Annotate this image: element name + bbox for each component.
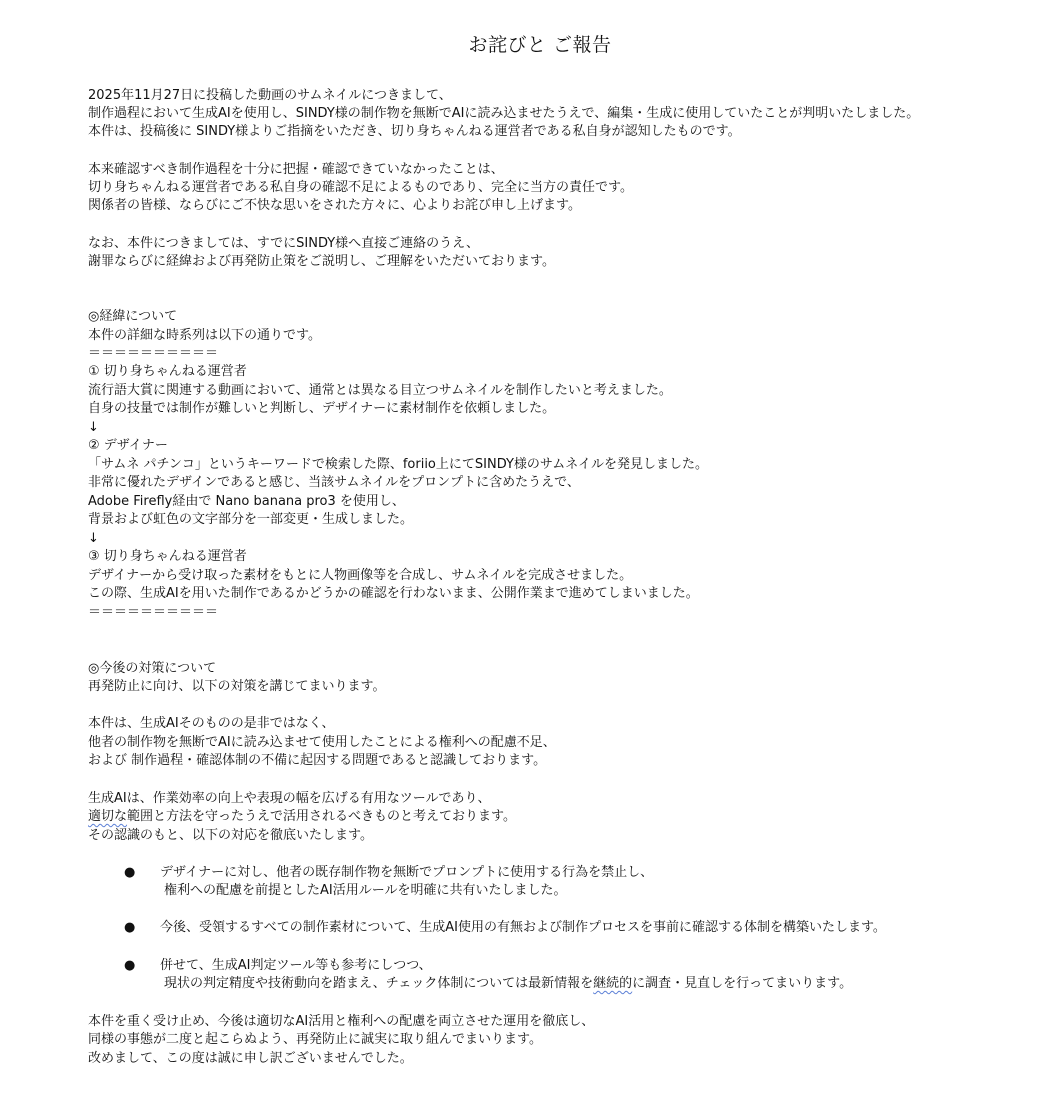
- intro-line: 制作過程において生成AIを使用し、SINDY様の制作物を無断でAIに読み込ませたうえで、編集・生成に使用していたことが判明いたしました。: [88, 106, 920, 121]
- step1-line: 流行語大賞に関連する動画において、通常とは異なる目立つサムネイルを制作したいと考えました。: [88, 383, 672, 398]
- closing-line: 同様の事態が二度と起こらぬよう、再発防止に誠実に取り組んでまいります。: [88, 1032, 542, 1047]
- responsibility-line: 関係者の皆様、ならびにご不快な思いをされた方々に、心よりお詫び申し上げます。: [88, 198, 581, 213]
- bullet-icon: ●: [124, 920, 136, 935]
- bullet-line: 権利への配慮を前提としたAI活用ルールを明確に共有いたしました。: [164, 883, 567, 898]
- view-line: 他者の制作物を無断でAIに読み込ませて使用したことによる権利への配慮不足、: [88, 735, 556, 750]
- intro-line: 本件は、投稿後に SINDY様よりご指摘をいただき、切り身ちゃんねる運営者である私自身が認知したものです。: [88, 124, 741, 139]
- step1-line: 自身の技量では制作が難しいと判断し、デザイナーに素材制作を依頼しました。: [88, 401, 556, 416]
- separator-rule: ＝＝＝＝＝＝＝＝＝＝: [88, 346, 219, 361]
- bullet-line: 併せて、生成AI判定ツール等も参考にしつつ、: [160, 958, 432, 973]
- step2-line: 背景および虹色の文字部分を一部変更・生成しました。: [88, 512, 414, 527]
- down-arrow-icon: ↓: [88, 420, 99, 435]
- ai-line: 生成AIは、作業効率の向上や表現の幅を広げる有用なツールであり、: [88, 791, 491, 806]
- ai-line-rest: 範囲と方法を守ったうえで活用されるべきものと考えております。: [127, 809, 516, 824]
- view-line: および 制作過程・確認体制の不備に起因する問題であると認識しております。: [88, 753, 547, 768]
- step3-line: この際、生成AIを用いた制作であるかどうかの確認を行わないまま、公開作業まで進めてしまいました。: [88, 586, 699, 601]
- intro-line: 2025年11月27日に投稿した動画のサムネイルにつきまして、: [88, 88, 452, 103]
- history-lead: 本件の詳細な時系列は以下の通りです。: [88, 328, 321, 343]
- contact-line: 謝罪ならびに経緯および再発防止策をご説明し、ご理解をいただいております。: [88, 254, 555, 269]
- bullet-line: 今後、受領するすべての制作素材について、生成AI使用の有無および制作プロセスを事前に確認する体制を構築いたします。: [160, 920, 886, 935]
- step2-line: 非常に優れたデザインであると感じ、当該サムネイルをプロンプトに含めたうえで、: [88, 475, 580, 490]
- step3-line: デザイナーから受け取った素材をもとに人物画像等を合成し、サムネイルを完成させました。: [88, 568, 633, 583]
- bullet-line-post: に調査・見直しを行ってまいります。: [632, 976, 853, 991]
- closing-line: 改めまして、この度は誠に申し訳ございませんでした。: [88, 1051, 413, 1066]
- history-heading: ◎経緯について: [88, 309, 178, 324]
- bullet-icon: ●: [124, 865, 136, 880]
- ai-line: [88, 808, 516, 826]
- spellcheck-underlined-text: 継続的: [593, 976, 633, 991]
- measures-lead: 再発防止に向け、以下の対策を講じてまいります。: [88, 679, 386, 694]
- spellcheck-underlined-text: 適切な: [88, 809, 128, 824]
- step3-title: ③ 切り身ちゃんねる運営者: [88, 549, 247, 564]
- step2-line: 「サムネ パチンコ」というキーワードで検索した際、foriio上にてSINDY様のサムネイルを発見しました。: [88, 457, 709, 472]
- step2-line: Adobe Firefly経由で Nano banana pro3 を使用し、: [88, 494, 405, 509]
- ai-line: その認識のもと、以下の対応を徹底いたします。: [88, 828, 373, 843]
- bullet-line: [164, 975, 852, 993]
- step2-title: ② デザイナー: [88, 438, 168, 453]
- bullet-icon: ●: [124, 958, 136, 973]
- view-line: 本件は、生成AIそのものの是非ではなく、: [88, 716, 335, 731]
- separator-rule: ＝＝＝＝＝＝＝＝＝＝: [88, 605, 219, 620]
- bullet-line: デザイナーに対し、他者の既存制作物を無断でプロンプトに使用する行為を禁止し、: [160, 865, 654, 880]
- responsibility-line: 切り身ちゃんねる運営者である私自身の確認不足によるものであり、完全に当方の責任です。: [88, 180, 633, 195]
- closing-line: 本件を重く受け止め、今後は適切なAI活用と権利への配慮を両立させた運用を徹底し、: [88, 1014, 595, 1029]
- down-arrow-icon: ↓: [88, 531, 99, 546]
- responsibility-line: 本来確認すべき制作過程を十分に把握・確認できていなかったことは、: [88, 162, 504, 177]
- step1-title: ① 切り身ちゃんねる運営者: [88, 364, 247, 379]
- measures-heading: ◎今後の対策について: [88, 661, 217, 676]
- bullet-line-pre: 現状の判定精度や技術動向を踏まえ、チェック体制については最新情報を: [164, 976, 594, 991]
- contact-line: なお、本件につきましては、すでにSINDY様へ直接ご連絡のうえ、: [88, 236, 479, 251]
- page-title: お詫びと ご報告: [468, 34, 612, 56]
